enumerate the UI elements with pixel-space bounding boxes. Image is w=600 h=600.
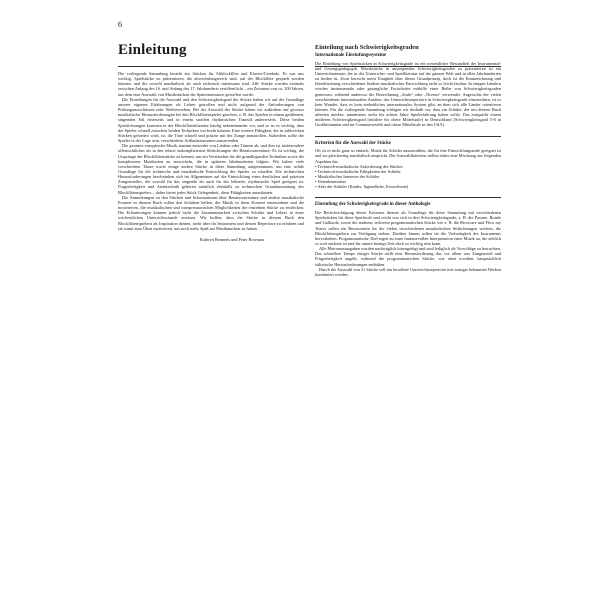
page-number: 6 [118,20,122,29]
page-title: Einleitung [118,42,187,58]
intro-paragraph-3: Die gesamte europäische Musik stammt entweder von Liedern oder Tänzen ab, und dies ist insbesondere offensichtlicher als in den relativ unkomplizierten Stilrichtungen der Renaissancetänze. Es ist wichtig, die Ursprünge der Blockflötenstücke zu kennen, um ein Verständnis für die grundlegenden Techniken sowie die komplexeren Musikarten zu entwickeln, die in späteren Jahrhunderten folgten. Wir haben viele verschiedene Tänze sowie einige andere Stücke in diese Sammlung aufgenommen, um eine solide Grundlage für die technische und musikalische Entwicklung der Spieler zu schaffen. Die technischen Herausforderungen beschränken sich im Allgemeinen auf die Entwicklung eines deutlichen und präzisen Zungenstoßes, der sowohl für das singende als auch für das lebhafte, rhythmische Spiel geeignet ist. Fingerfertigkeit und Atemtechnik gehören natürlich ebenfalls zu technischen Grundausstattung des Blockflötenspielers – daher bietet jedes Stück Gelegenheit, diese Fähigkeiten auszubauen. [118,143,304,195]
right-column [315,44,501,277]
criteria-rule [315,136,501,137]
grading-paragraph-1: Die Berücksichtigung dieser Kriterien dienste als Grundlage für diese Sammlung mit verschiedenen Spielstücken für diese Spielstufe und reicht von sich in drei Schwierigkeitsgrade, z. B. die Pavane, Branle und Galliarde, sowie die anderen, teilweise programmatischen Stücke wie z. B. die Ricercare und Flow my Teares sollen ein Bewusstsein für die vielen verschiedenen musikalischen Stilrichtungen wecken, die Blockflötenspielern zur Verfügung stehen. Darüber hinaus sollen sie die Vielseitigkeit des Instruments hervorheben. Programmatische Titel regen zu einer fantasievollen Interpretation einer Musik an, die zeitlich so weit entfernt ist und für unsere heutige Zeit doch so wichtig sein kann. [315,210,501,246]
signature: Kathryn Bennetts und Peter Bowman [199,236,264,242]
criteria-item: • Technisch-musikalische Fähigkeiten der Schüler [315,169,501,174]
criteria-item: • Musikalisches Interesse der Schüler [315,174,501,179]
criteria-item: • Notenkenntnisse [315,179,501,184]
grading-paragraph-3: Durch die Auswahl von 31 Stücke soll das bewährte Unterrichtsrepertoire mit weniger bekannten Werken kombiniert werden. [315,266,501,277]
criteria-item: • Technisch-musikalische Anforderung des Stückes [315,164,501,169]
grading-intro-paragraph: Die Einteilung von Spielstücken in Schwierigkeitsgrade ist ein wesentlicher Bestandteil der Instrumental- und Gesangspädagogik. Musikstücke in ansteigenden Schwierigkeitsgraden zu präsentieren ist ein Unterrichtsansatz, der in der Unterrichts- und Spielliteratur auf der ganzen Welt und in allen Jahrhunderten zu finden ist. Zwar herrscht meist Einigkeit über dieses Grundprinzip, doch ist die Kennzeichnung und Identifizierung verschiedener Stadien musikalischer Entwicklung nicht so leicht fassbar. In einigen Ländern werden instrumentale oder gesangliche Fortschritte mithilfe einer Reihe von Schwierigkeitsgraden gemessen, während anderswo die Bezeichnung „Stufe“ oder „Niveau“ verwendet. Angesichts der vielen verschiedenen internationalen Ansätze, das Unterrichtsrepertoire in Schwierigkeitsgrade einzuordnen, ist es kein Wunder, dass es kein einheitliches internationales System gibt, an dem sich alle Länder orientieren können. Für die vorliegende Sammlung schlagen wir deshalb vor, dass ein Schüler, der mit diesem Buch arbeiten möchte, mindestens sechs bis achten Jahre Spielerfahrung haben sollte. Das entspricht einem mittleren Schwierigkeitsgrad (mittlere bis obere Mittelstufe) in Deutschland (Schwierigkeitsgrad 5-6 in Großbritannien und im Commonwealth und obere Mittelstufe in den USA). [315,60,501,128]
criteria-intro: Oft ist es nicht ganz so einfach, Musik für Schüler auszuwählen, die für ihre Entwicklungsstufe geeignet ist und sie gleichzeitig musikalisch anspricht. Die Auswahlkriterien stellen daher eine Mischung aus folgenden Aspekten dar: [315,148,501,164]
criteria-item: • Alter der Schüler (Kinder, Jugendliche, Erwachsene) [315,184,501,189]
criteria-title: Kriterien für die Auswahl der Stücke [315,140,391,146]
grading-title: Einstufung der Schwierigkeitsgrade in dieser Anthologie [315,202,431,208]
section-subtitle: Internationale Einstufungssysteme [315,53,387,58]
intro-paragraph-1: Die vorliegende Sammlung besteht aus Stücken für Altblockflöte und Klavier/Cembalo. Es war uns wichtig, Spielstücke zu präsentieren, die abwechslungsreich sind, auf der Blockflöte gespielt werden können, und die sowohl musikalisch als auch technisch interessant sind. Alle Stücke wurden erstmals zwischen Anfang des 16. und Anfang des 17. Jahrhunderts veröffentlicht – ein Zeitraum von ca. 100 Jahren, aus dem eine Auswahl von Musikstücken der Spätrenaissance getroffen wurde. [118,71,304,97]
grading-paragraph-2: Alle Metronomangaben wurden nachträglich hinzugefügt und sind lediglich als Vorschläge zu betrachten. Das schnellere Tempo einiger Stücke stellt eine Herausforderung dar, vor allem was Zungenstoß und Fingerfertigkeit angeht, während die programmatischen Stücke, wie oben erwähnt, hauptsächlich stilistische Herausforderungen enthalten. [315,246,501,267]
title-rule-left [118,66,304,67]
grading-rule [315,197,501,198]
criteria-list [315,164,501,190]
intro-paragraph-4: Die Anmerkungen zu den Stücken und Informationen über Renaissancetänze und andere musikalische Formen in diesem Buch sollen den Schülern helfen, die Musik in ihren Kontext einzuordnen und die motivierten, die musikalischen und interpretatorischen Möglichkeiten der einzelnen Stücke zu entdecken. Die Erläuterungen können jedoch nicht die Zusammenarbeit zwischen Schüler und Lehrer in einer wöchentlichen Unterrichtsstunde ersetzen. Wir hoffen, dass die Stücke in diesem Buch den Blockflötenspielern als Inspiration dienen, mehr über ihr Instrument und dessen Repertoire zu erfahren und sie somit zum Üben motivieren, um noch mehr Spaß am Musikmachen zu haben. [118,194,304,231]
section-title: Einteilung nach Schwierigkeitsgraden [315,44,419,51]
left-column [118,71,304,242]
intro-paragraph-2: Die Einteilungen für die Auswahl und den Schwierigkeitsgrad der Stücke haben wir auf der Grundlage unserer eigenen Erfahrungen als Lehrer getroffen und nicht aufgrund der Anforderungen von Prüfungsausschüssen oder Wettbewerben. Bei der Auswahl der Stücke haben wir außerdem auf gewisse musikalische Herausforderungen bei den Blockflötenspieler geachtet, z. B. das Spielen in einem gedehnten, singenden Stil einerseits und in einem straffen rhythmischen Tanzstil andererseits. Diese beiden Spielrichtungen kommen in der Blockflötenliteratur häufig nebeneinander vor, und so ist es wichtig, dass der Spieler schnell zwischen beiden Techniken wechseln können. Eine weitere Fähigkeit, die in zahlreichen Stücken gefordert wird, ist, die Töne schnell und präzise mit der Zunge anzustoßen. Außerdem sollte der Spieler in der Lage sein, verschiedene Artikulationsarten anzuwenden. [118,96,304,144]
